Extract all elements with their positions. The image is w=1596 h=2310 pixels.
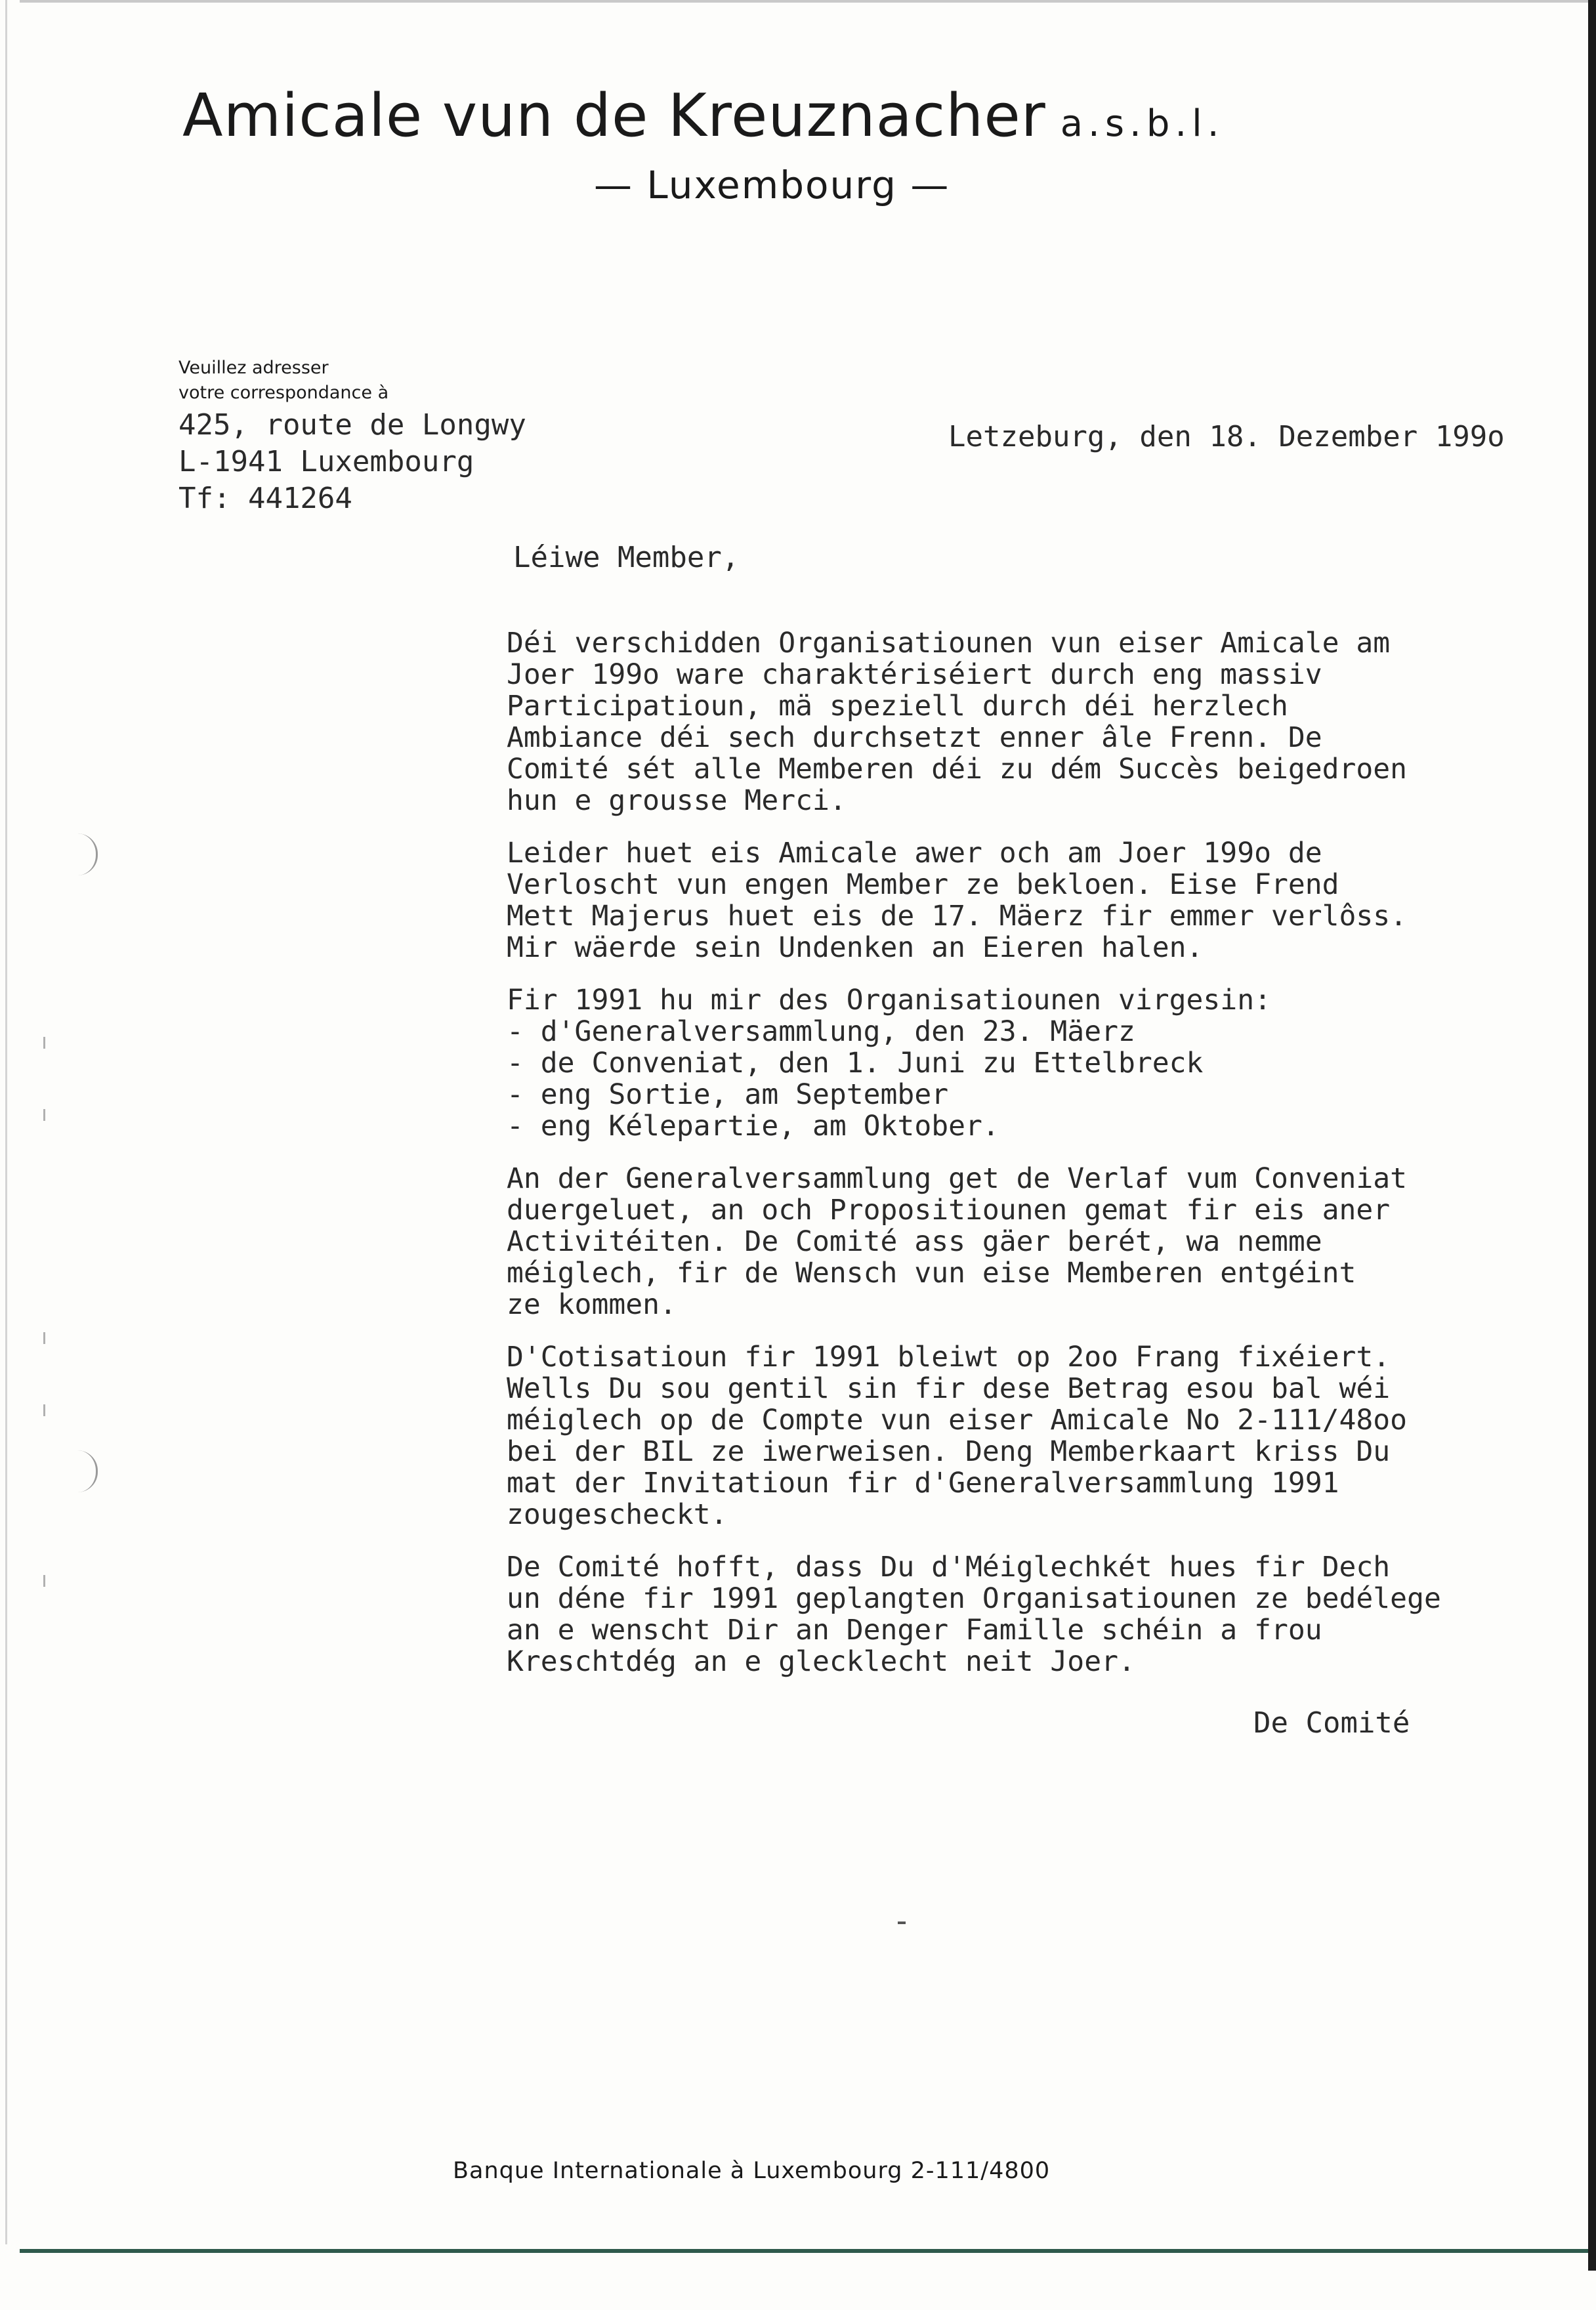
margin-mark xyxy=(43,1037,45,1049)
text-line: zougescheckt. xyxy=(507,1498,728,1531)
text-line: méiglech, fir de Wensch vun eise Memberen entgéint xyxy=(507,1257,1356,1290)
text-line: Joer 199o ware charaktériséiert durch eng massiv xyxy=(507,658,1322,691)
letter-body xyxy=(507,627,1570,1698)
text-line: bei der BIL ze iwerweisen. Deng Memberkaart kriss Du xyxy=(507,1435,1391,1468)
text-line: Leider huet eis Amicale awer och am Joer 199o de xyxy=(507,837,1322,870)
letterhead-city: — Luxembourg — xyxy=(594,163,950,207)
text-line: Verloscht vun engen Member ze bekloen. Eise Frend xyxy=(507,868,1339,901)
margin-mark xyxy=(43,1109,45,1121)
text-line: an e wenscht Dir an Denger Famille schéin a frou xyxy=(507,1614,1322,1647)
text-line: Participatioun, mä speziell durch déi herzlech xyxy=(507,690,1288,723)
paragraph xyxy=(507,984,1570,1142)
punch-hole-mark xyxy=(77,1450,98,1492)
text-line: Wells Du sou gentil sin fir dese Betrag esou bal wéi xyxy=(507,1372,1391,1405)
text-line: Déi verschidden Organisatiounen vun eiser Amicale am xyxy=(507,627,1391,660)
left-edge xyxy=(5,0,7,2244)
text-line: Kreschtdég an e glecklecht neit Joer. xyxy=(507,1645,1135,1678)
text-line: De Comité hofft, dass Du d'Méiglechkét hues fir Dech xyxy=(507,1551,1391,1584)
text-line: un déne fir 1991 geplangten Organisatiounen ze bedélege xyxy=(507,1582,1441,1615)
punch-hole-mark xyxy=(77,833,98,875)
text-line: méiglech op de Compte vun eiser Amicale No 2-111/48oo xyxy=(507,1404,1408,1437)
sender-address xyxy=(178,407,526,517)
ink-speck xyxy=(898,1922,906,1924)
bottom-edge-line xyxy=(20,2249,1588,2253)
text-line: An der Generalversammlung get de Verlaf vum Conveniat xyxy=(507,1162,1408,1195)
text-line: Ambiance déi sech durchsetzt enner âle Frenn. De xyxy=(507,721,1322,754)
text-line: Mett Majerus huet eis de 17. Mäerz fir emmer verlôss. xyxy=(507,900,1408,933)
text-line: hun e grousse Merci. xyxy=(507,784,847,817)
legal-form: a.s.b.l. xyxy=(1060,102,1225,145)
address-postal: L-1941 Luxembourg xyxy=(178,445,474,478)
paragraph xyxy=(507,837,1570,963)
text-line: Mir wäerde sein Undenken an Eieren halen. xyxy=(507,931,1204,964)
paragraph xyxy=(507,1551,1570,1677)
paragraph xyxy=(507,627,1570,816)
top-edge xyxy=(20,0,1588,3)
correspondence-note-line: votre correspondance à xyxy=(178,383,389,403)
text-line: - de Conveniat, den 1. Juni zu Ettelbreck xyxy=(507,1047,1204,1080)
text-line: D'Cotisatioun fir 1991 bleiwt op 2oo Frang fixéiert. xyxy=(507,1341,1391,1374)
text-line: - d'Generalversammlung, den 23. Mäerz xyxy=(507,1015,1135,1048)
text-line: ze kommen. xyxy=(507,1288,677,1321)
text-line: mat der Invitatioun fir d'Generalversammlung 1991 xyxy=(507,1467,1339,1500)
signature: De Comité xyxy=(1253,1706,1410,1740)
letterhead-title xyxy=(182,81,1495,150)
text-line: Activitéiten. De Comité ass gäer berét, wa nemme xyxy=(507,1225,1322,1258)
salutation: Léiwe Member, xyxy=(513,541,740,574)
correspondence-note xyxy=(178,356,388,406)
margin-mark xyxy=(43,1575,45,1587)
org-name: Amicale vun de Kreuznacher xyxy=(182,81,1046,150)
address-street: 425, route de Longwy xyxy=(178,408,526,442)
margin-mark xyxy=(43,1332,45,1344)
margin-mark xyxy=(43,1404,45,1416)
text-line: - eng Sortie, am September xyxy=(507,1078,949,1111)
text-line: - eng Kélepartie, am Oktober. xyxy=(507,1110,999,1143)
text-line: Comité sét alle Memberen déi zu dém Succès beigedroen xyxy=(507,753,1408,786)
paragraph xyxy=(507,1163,1570,1320)
right-edge xyxy=(1588,0,1596,2271)
bank-footer: Banque Internationale à Luxembourg 2-111/4800 xyxy=(453,2158,1051,2184)
paragraph xyxy=(507,1341,1570,1530)
text-line: duergeluet, an och Propositiounen gemat fir eis aner xyxy=(507,1194,1391,1227)
correspondence-note-line: Veuillez adresser xyxy=(178,358,329,378)
letter-date: Letzeburg, den 18. Dezember 199o xyxy=(948,420,1505,453)
text-line: Fir 1991 hu mir des Organisatiounen virgesin: xyxy=(507,984,1271,1017)
address-phone: Tf: 441264 xyxy=(178,482,352,515)
